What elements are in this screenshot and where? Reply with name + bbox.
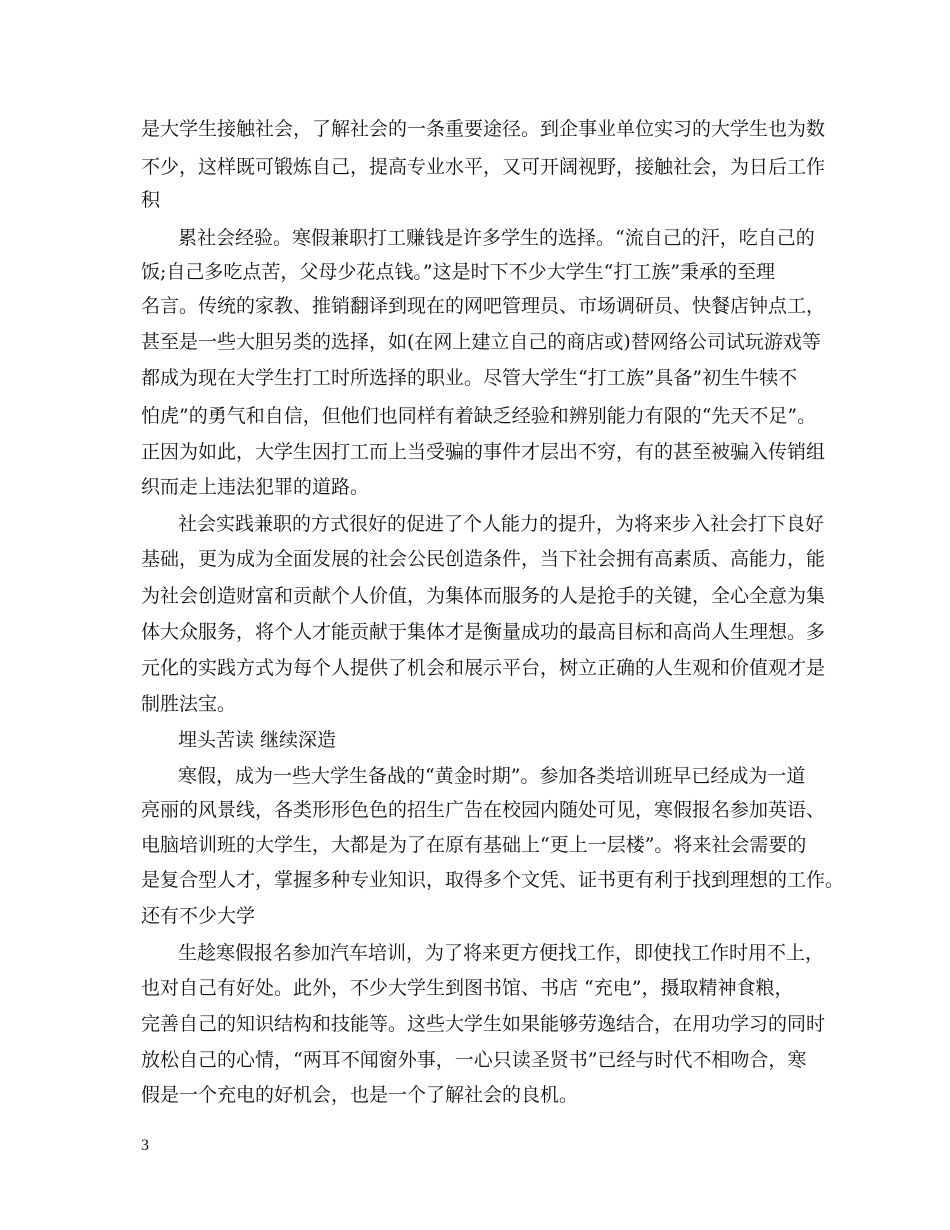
text-line: 基础，更为成为全面发展的社会公民创造条件，当下社会拥有高素质、高能力，能 xyxy=(141,548,826,570)
text-line: 为社会创造财富和贡献个人价值，为集体而服务的人是抢手的关键，全心全意为集 xyxy=(141,585,826,607)
text-line: 甚至是一些大胆另类的选择，如(在网上建立自己的商店或)替网络公司试玩游戏等 xyxy=(141,331,821,353)
text-line: 不少，这样既可锻炼自己，提高专业水平，又可开阔视野，接触社会，为日后工作 xyxy=(141,156,826,178)
text-line: 名言。传统的家教、推销翻译到现在的网吧管理员、市场调研员、快餐店钟点工， xyxy=(141,295,826,317)
text-line: 生趁寒假报名参加汽车培训，为了将来更方便找工作，即使找工作时用不上， xyxy=(178,942,825,964)
text-line: 饭;自己多吃点苦，父母少花点钱。”这是时下不少大学生“打工族”秉承的至理 xyxy=(141,261,776,283)
text-line: 电脑培训班的大学生，大都是为了在原有基础上“更上一层楼”。将来社会需要的 xyxy=(141,834,807,856)
text-line: 织而走上违法犯罪的道路。 xyxy=(141,476,370,498)
text-line: 放松自己的心情，“两耳不闻窗外事，一心只读圣贤书”已经与时代不相吻合，寒 xyxy=(141,1049,807,1071)
text-line: 体大众服务，将个人才能贡献于集体才是衡量成功的最高目标和高尚人生理想。多 xyxy=(141,621,826,643)
section-heading: 埋头苦读 继续深造 xyxy=(178,729,337,751)
text-line: 社会实践兼职的方式很好的促进了个人能力的提升，为将来步入社会打下良好 xyxy=(178,513,825,535)
text-line: 正因为如此，大学生因打工而上当受骗的事件才层出不穷，有的甚至被骗入传销组 xyxy=(141,441,826,463)
text-line: 还有不少大学 xyxy=(141,905,256,927)
page-number: 3 xyxy=(141,1137,149,1154)
text-line: 寒假，成为一些大学生备战的“黄金时期”。参加各类培训班早已经成为一道 xyxy=(178,765,806,787)
text-line: 完善自己的知识结构和技能等。这些大学生如果能够劳逸结合，在用功学习的同时 xyxy=(141,1013,826,1035)
text-line: 积 xyxy=(141,189,161,211)
text-line: 制胜法宝。 xyxy=(141,693,237,715)
text-line: 亮丽的风景线，各类形形色色的招生广告在校园内随处可见，寒假报名参加英语、 xyxy=(141,799,826,821)
text-line: 假是一个充电的好机会，也是一个了解社会的良机。 xyxy=(141,1084,579,1106)
text-line: 元化的实践方式为每个人提供了机会和展示平台，树立正确的人生观和价值观才是 xyxy=(141,657,826,679)
text-line: 是大学生接触社会，了解社会的一条重要途径。到企事业单位实习的大学生也为数 xyxy=(141,118,826,140)
text-line: 也对自己有好处。此外，不少大学生到图书馆、书店 “充电”，摄取精神食粮， xyxy=(141,977,794,999)
text-line: 累社会经验。寒假兼职打工赚钱是许多学生的选择。“流自己的汗，吃自己的 xyxy=(178,227,815,249)
text-line: 是复合型人才，掌握多种专业知识，取得多个文凭、证书更有利于找到理想的工作。 xyxy=(141,869,845,891)
text-line: 都成为现在大学生打工时所选择的职业。尽管大学生“打工族”具备”初生牛犊不 xyxy=(141,367,798,389)
text-line: 怕虎”的勇气和自信，但他们也同样有着缺乏经验和辨别能力有限的“先天不足”。 xyxy=(141,405,817,427)
